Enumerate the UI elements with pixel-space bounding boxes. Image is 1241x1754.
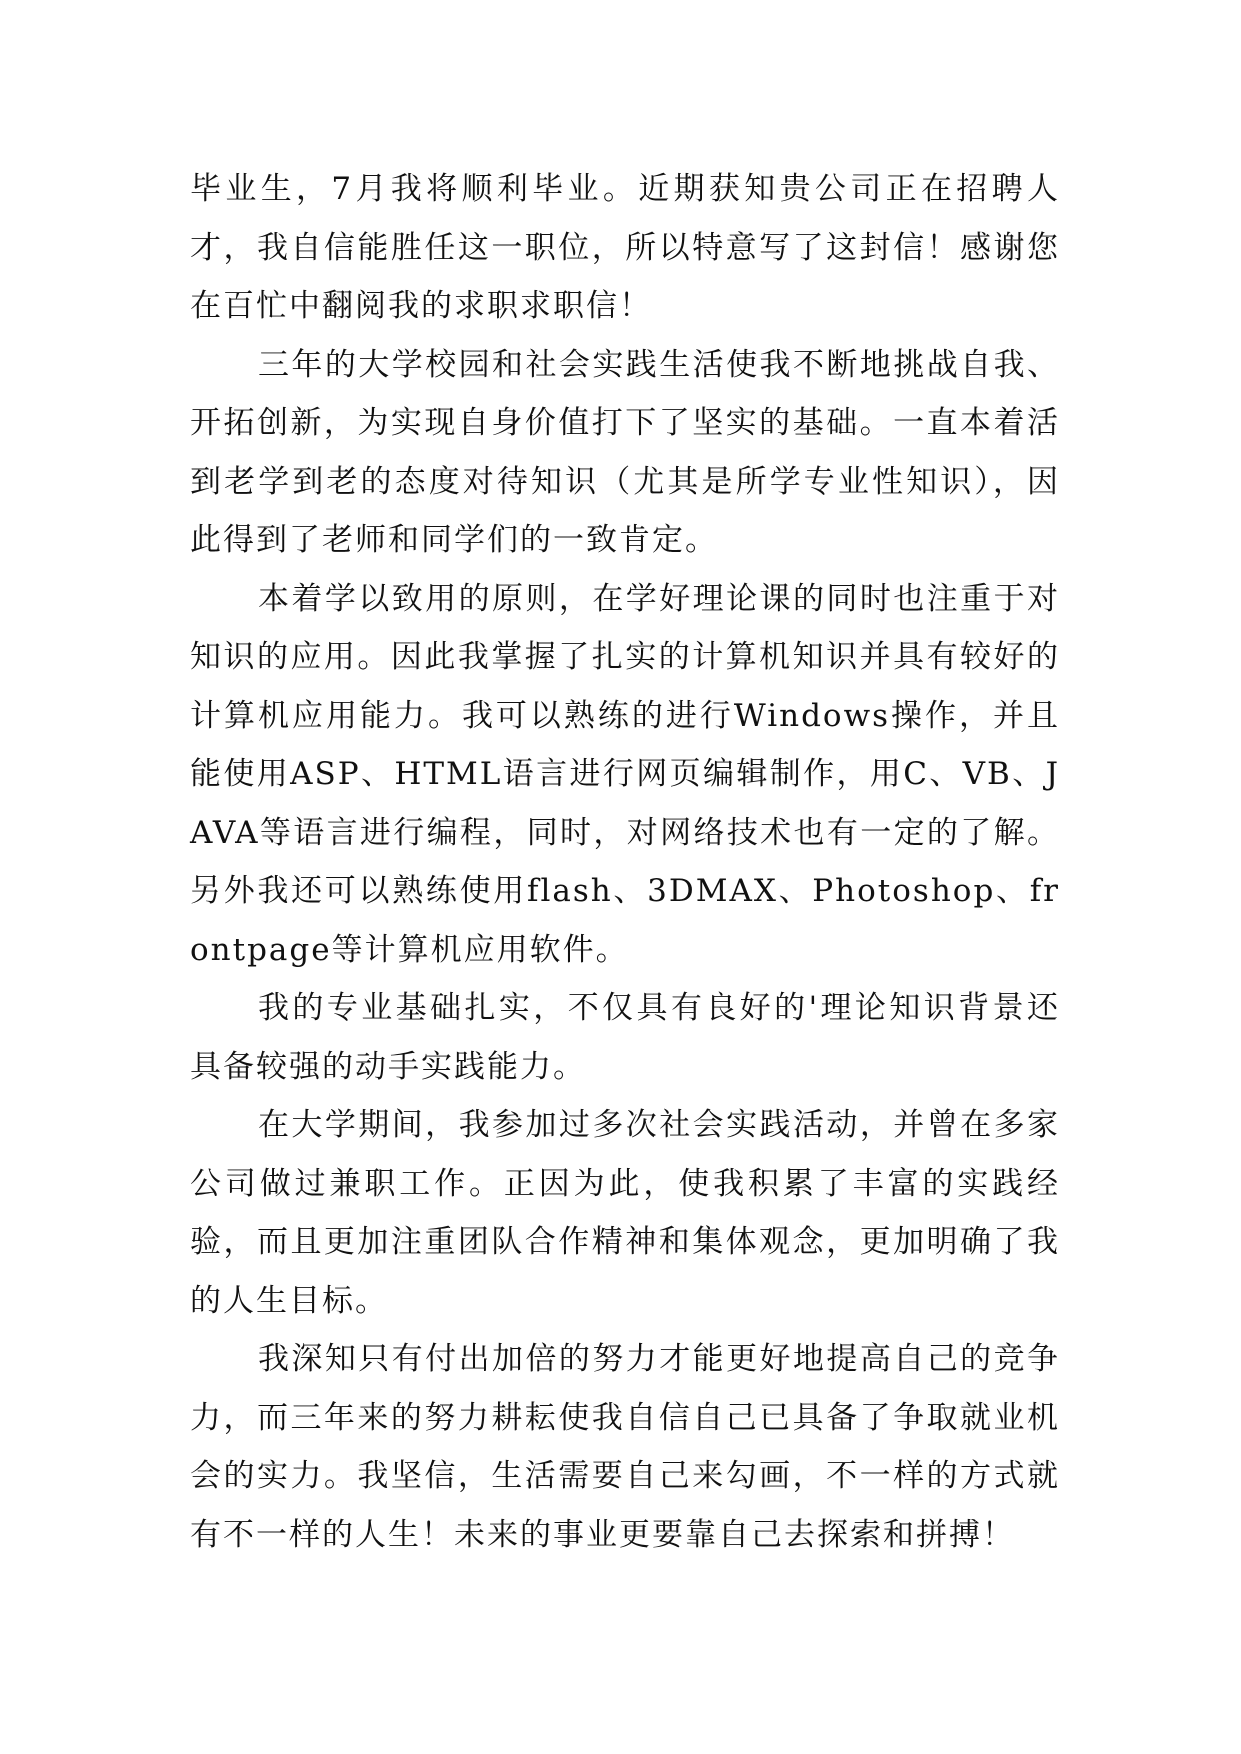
paragraph-computer-skills: 本着学以致用的原则，在学好理论课的同时也注重于对知识的应用。因此我掌握了扎实的计算机知识并具有较好的计算机应用能力。我可以熟练的进行Windows操作，并且能使用ASP、HTML语言进行网页编辑制作，用C、VB、JAVA等语言进行编程，同时，对网络技术也有一定的了解。另外我还可以熟练使用flash、3DMAX、Photoshop、frontpage等计算机应用软件。 — [190, 580, 1060, 968]
document-body — [190, 160, 1060, 1564]
paragraph-continuation: 毕业生，7月我将顺利毕业。近期获知贵公司正在招聘人才，我自信能胜任这一职位，所以特意写了这封信！感谢您在百忙中翻阅我的求职求职信！ — [190, 171, 1060, 324]
paragraph-social-practice: 在大学期间，我参加过多次社会实践活动，并曾在多家公司做过兼职工作。正因为此，使我积累了丰富的实践经验，而且更加注重团队合作精神和集体观念，更加明确了我的人生目标。 — [190, 1107, 1060, 1319]
paragraph-conclusion: 我深知只有付出加倍的努力才能更好地提高自己的竞争力，而三年来的努力耕耘使我自信自己已具备了争取就业机会的实力。我坚信，生活需要自己来勾画，不一样的方式就有不一样的人生！未来的事业更要靠自己去探索和拼搏！ — [190, 1341, 1060, 1553]
paragraph-professional-foundation: 我的专业基础扎实，不仅具有良好的'理论知识背景还具备较强的动手实践能力。 — [190, 990, 1060, 1085]
paragraph-university-life: 三年的大学校园和社会实践生活使我不断地挑战自我、开拓创新，为实现自身价值打下了坚实的基础。一直本着活到老学到老的态度对待知识（尤其是所学专业性知识），因此得到了老师和同学们的一致肯定。 — [190, 346, 1060, 558]
